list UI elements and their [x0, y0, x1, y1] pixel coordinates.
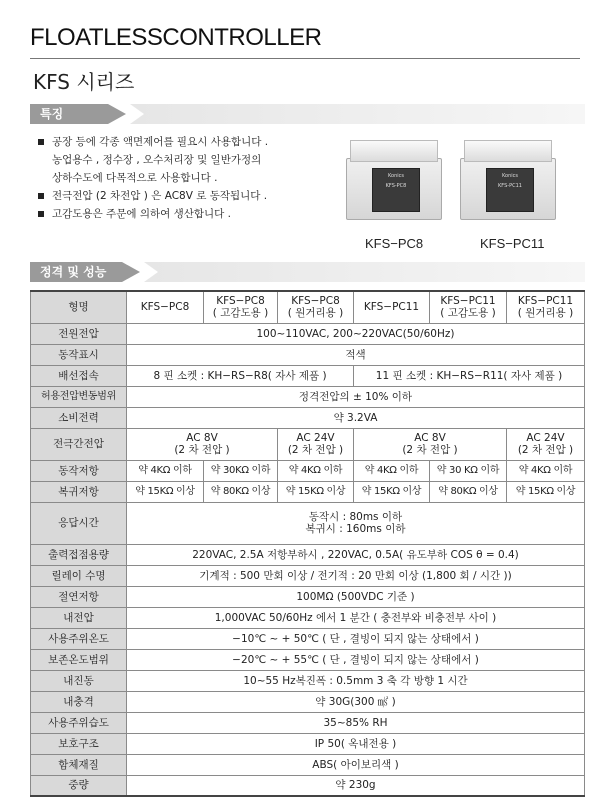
row-label: 전극간전압 — [31, 428, 127, 460]
row-label: 중량 — [31, 775, 127, 796]
spec-heading: 정격 및 성능 — [30, 262, 122, 282]
row-label: 동작저항 — [31, 460, 127, 481]
row-label: 배선접속 — [31, 365, 127, 386]
table-row: 보호구조 IP 50( 옥내전용 ) — [31, 733, 585, 754]
row-label: 보호구조 — [31, 733, 127, 754]
row-label: 소비전력 — [31, 407, 127, 428]
row-label: 보존온도범위 — [31, 649, 127, 670]
product-label-pc11: Konics KFS-PC11 — [486, 168, 534, 212]
product-image-pc11 — [460, 140, 556, 220]
product-caption-pc11: KFS−PC11 — [480, 236, 545, 251]
table-row: 소비전력 약 3.2VA — [31, 407, 585, 428]
row-label: 내진동 — [31, 670, 127, 691]
row-label: 릴레이 수명 — [31, 565, 127, 586]
row-label: 출력접점용량 — [31, 544, 127, 565]
product-label-pc8: Konics KFS-PC8 — [372, 168, 420, 212]
table-row: 릴레이 수명 기계적 : 500 만회 이상 / 전기적 : 20 만회 이상 (1,800 회 / 시간 )) — [31, 565, 585, 586]
features-header-bar — [130, 104, 585, 124]
series-title: KFS 시리즈 — [33, 70, 135, 94]
row-label: 내전압 — [31, 607, 127, 628]
table-row: 사용주위습도 35~85% RH — [31, 712, 585, 733]
row-label: 복귀저항 — [31, 481, 127, 502]
spec-header-bar — [144, 262, 585, 282]
table-row: 응답시간 동작시 : 80ms 이하 복귀시 : 160ms 이하 — [31, 502, 585, 544]
feature-item: 고감도용은 주문에 의하여 생산합니다 . — [38, 205, 338, 223]
table-row: 내충격 약 30G(300 ㎨ ) — [31, 691, 585, 712]
row-label: 전원전압 — [31, 323, 127, 344]
table-row: 동작저항 약 4KΩ 이하 약 30KΩ 이하 약 4KΩ 이하 약 4KΩ 이하 약 30 KΩ 이하 약 4KΩ 이하 — [31, 460, 585, 481]
features-section-header — [30, 104, 585, 124]
product-caption-pc8: KFS−PC8 — [365, 236, 424, 251]
table-row: 형명 KFS−PC8 KFS−PC8 ( 고감도용 ) KFS−PC8 ( 원거리용 ) KFS−PC11 KFS−PC11 ( 고감도용 ) KFS−PC11 ( 원거리용 ) — [31, 291, 585, 323]
table-row: 함체재질 ABS( 아이보리색 ) — [31, 754, 585, 775]
table-row: 출력접점용량 220VAC, 2.5A 저항부하시 , 220VAC, 0.5A( 유도부하 COS θ = 0.4) — [31, 544, 585, 565]
spec-section-header — [30, 262, 585, 282]
row-label: 사용주위습도 — [31, 712, 127, 733]
feature-item: 상하수도에 다목적으로 사용합니다 . — [52, 172, 218, 184]
spec-table — [30, 290, 585, 797]
row-label: 내충격 — [31, 691, 127, 712]
table-row: 전원전압 100~110VAC, 200~220VAC(50/60Hz) — [31, 323, 585, 344]
feature-item: 농업용수 , 정수장 , 오수처리장 및 일반가정의 — [52, 154, 262, 166]
table-row: 내진동 10~55 Hz복진폭 : 0.5mm 3 축 각 방향 1 시간 — [31, 670, 585, 691]
table-row: 허용전압변동범위 정격전압의 ± 10% 이하 — [31, 386, 585, 407]
row-label: 동작표시 — [31, 344, 127, 365]
table-row: 내전압 1,000VAC 50/60Hz 에서 1 분간 ( 충전부와 비충전부 사이 ) — [31, 607, 585, 628]
features-heading: 특징 — [30, 104, 108, 124]
title-divider — [30, 58, 580, 59]
table-row: 절연저항 100MΩ (500VDC 기준 ) — [31, 586, 585, 607]
table-row: 동작표시 적색 — [31, 344, 585, 365]
page-title: FLOATLESSCONTROLLER — [30, 24, 322, 51]
table-row: 배선접속 8 핀 소켓 : KH−RS−R8( 자사 제품 ) 11 핀 소켓 : KH−RS−R11( 자사 제품 ) — [31, 365, 585, 386]
table-row: 복귀저항 약 15KΩ 이상 약 80KΩ 이상 약 15KΩ 이상 약 15KΩ 이상 약 80KΩ 이상 약 15KΩ 이상 — [31, 481, 585, 502]
bullet-square-icon — [38, 193, 44, 199]
table-row: 보존온도범위 −20℃ ~ + 55℃ ( 단 , 결빙이 되지 않는 상태에서 ) — [31, 649, 585, 670]
bullet-square-icon — [38, 211, 44, 217]
table-row: 전극간전압 AC 8V (2 차 전압 ) AC 24V (2 차 전압 ) AC 8V (2 차 전압 ) AC 24V (2 차 전압 ) — [31, 428, 585, 460]
product-image-pc8 — [346, 140, 442, 220]
row-label: 형명 — [31, 291, 127, 323]
row-label: 절연저항 — [31, 586, 127, 607]
table-row: 사용주위온도 −10℃ ~ + 50℃ ( 단 , 결빙이 되지 않는 상태에서 ) — [31, 628, 585, 649]
bullet-square-icon — [38, 139, 44, 145]
feature-item: 전극전압 (2 차전압 ) 은 AC8V 로 동작됩니다 . — [38, 187, 338, 205]
row-label: 응답시간 — [31, 502, 127, 544]
table-row: 중량 약 230g — [31, 775, 585, 796]
row-label: 함체재질 — [31, 754, 127, 775]
features-list — [38, 133, 338, 223]
row-label: 사용주위온도 — [31, 628, 127, 649]
feature-item: 공장 등에 각종 액면제어를 필요시 사용합니다 . — [38, 133, 338, 151]
row-label: 허용전압변동범위 — [31, 386, 127, 407]
